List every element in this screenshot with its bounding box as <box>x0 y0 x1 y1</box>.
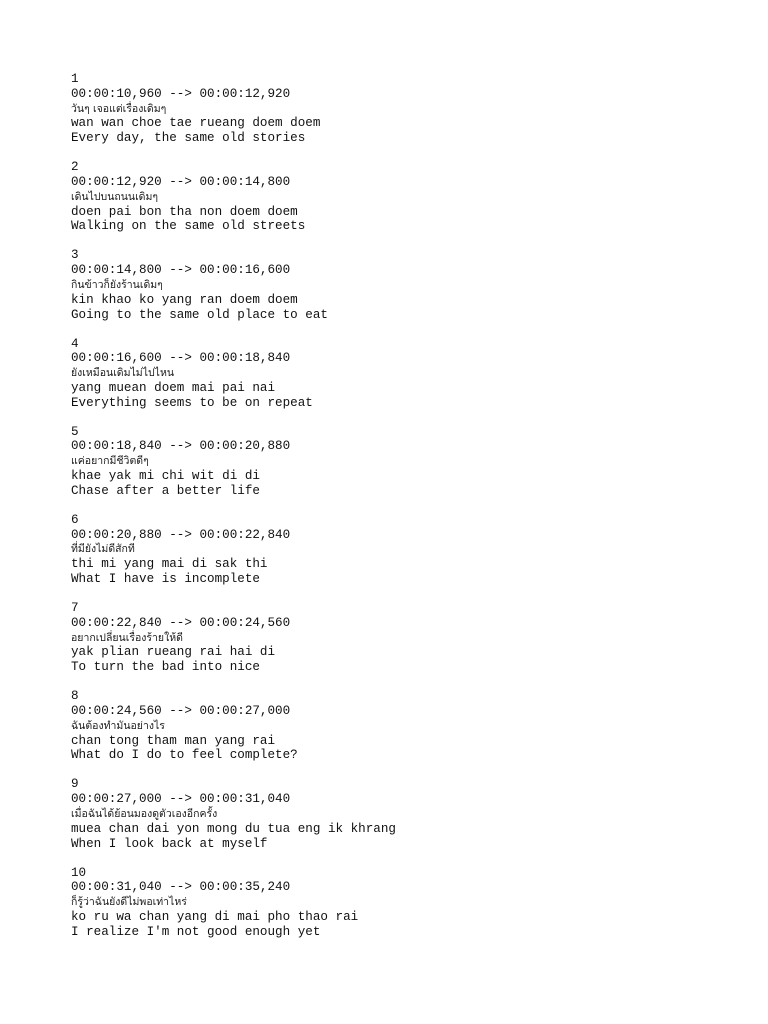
cue-thai-text: กินข้าวก็ยังร้านเดิมๆ <box>71 278 163 291</box>
cue-thai-text: ก็รู้ว่าฉันยังดีไม่พอเท่าไหร่ <box>71 896 187 909</box>
cue-english-text: Going to the same old place to eat <box>71 307 328 322</box>
cue-index: 9 <box>71 777 79 792</box>
cue-thai-text: ยังเหมือนเดิมไม่ไปไหน <box>71 367 175 380</box>
cue-romanized-text: doen pai bon tha non doem doem <box>71 204 298 219</box>
subtitle-cue-10 <box>71 866 731 940</box>
subtitle-cue-6 <box>71 513 731 587</box>
cue-romanized-text: khae yak mi chi wit di di <box>71 469 260 484</box>
cue-english-text: Everything seems to be on repeat <box>71 395 313 410</box>
cue-thai-text: ฉันต้องทำมันอย่างไร <box>71 719 165 732</box>
subtitle-cue-5 <box>71 425 731 499</box>
cue-english-text: What do I do to feel complete? <box>71 748 298 763</box>
cue-timing: 00:00:22,840 --> 00:00:24,560 <box>71 615 291 630</box>
cue-english-text: Chase after a better life <box>71 483 260 498</box>
cue-timing: 00:00:10,960 --> 00:00:12,920 <box>71 86 291 101</box>
cue-romanized-text: yang muean doem mai pai nai <box>71 380 276 395</box>
cue-english-text: When I look back at myself <box>71 836 268 851</box>
cue-english-text: Every day, the same old stories <box>71 131 306 146</box>
cue-thai-text: วันๆ เจอแต่เรื่องเดิมๆ <box>71 102 167 115</box>
cue-index: 6 <box>71 512 79 527</box>
cue-index: 3 <box>71 248 79 263</box>
cue-timing: 00:00:20,880 --> 00:00:22,840 <box>71 527 291 542</box>
cue-index: 8 <box>71 689 79 704</box>
cue-thai-text: แค่อยากมีชีวิตดีๆ <box>71 455 149 468</box>
cue-index: 4 <box>71 336 79 351</box>
cue-romanized-text: yak plian rueang rai hai di <box>71 645 276 660</box>
subtitle-cue-3 <box>71 248 731 322</box>
cue-romanized-text: wan wan choe tae rueang doem doem <box>71 116 321 131</box>
cue-timing: 00:00:24,560 --> 00:00:27,000 <box>71 704 291 718</box>
cue-english-text: To turn the bad into nice <box>71 660 260 675</box>
cue-thai-text: เมื่อฉันได้ย้อนมองดูตัวเองอีกครั้ง <box>71 807 218 820</box>
cue-timing: 00:00:12,920 --> 00:00:14,800 <box>71 174 291 189</box>
cue-romanized-text: kin khao ko yang ran doem doem <box>71 292 298 307</box>
subtitle-cue-9 <box>71 777 731 851</box>
subtitle-cue-8 <box>71 689 731 763</box>
cue-english-text: I realize I'm not good enough yet <box>71 924 321 939</box>
cue-timing: 00:00:18,840 --> 00:00:20,880 <box>71 439 291 454</box>
subtitle-cue-1 <box>71 72 731 146</box>
cue-timing: 00:00:31,040 --> 00:00:35,240 <box>71 880 291 895</box>
cue-romanized-text: ko ru wa chan yang di mai pho thao rai <box>71 909 359 924</box>
cue-index: 5 <box>71 424 79 439</box>
subtitle-cue-7 <box>71 601 731 675</box>
cue-index: 10 <box>71 865 87 880</box>
cue-romanized-text: muea chan dai yon mong du tua eng ik khrang <box>71 821 396 836</box>
cue-thai-text: อยากเปลี่ยนเรื่องร้ายให้ดี <box>71 631 183 644</box>
subtitle-cue-4 <box>71 337 731 411</box>
cue-english-text: What I have is incomplete <box>71 572 260 587</box>
subtitle-cue-2 <box>71 160 731 234</box>
cue-thai-text: เดินไปบนถนนเดิมๆ <box>71 190 159 203</box>
cue-timing: 00:00:14,800 --> 00:00:16,600 <box>71 263 291 278</box>
cue-timing: 00:00:27,000 --> 00:00:31,040 <box>71 792 291 807</box>
cue-index: 7 <box>71 601 79 616</box>
cue-index: 2 <box>71 160 79 175</box>
cue-thai-text: ที่มียังไม่ดีสักที <box>71 543 135 556</box>
subtitle-document <box>71 72 731 954</box>
cue-romanized-text: thi mi yang mai di sak thi <box>71 557 268 572</box>
cue-romanized-text: chan tong tham man yang rai <box>71 733 276 748</box>
cue-index: 1 <box>71 72 79 86</box>
cue-english-text: Walking on the same old streets <box>71 219 306 234</box>
cue-timing: 00:00:16,600 --> 00:00:18,840 <box>71 351 291 366</box>
